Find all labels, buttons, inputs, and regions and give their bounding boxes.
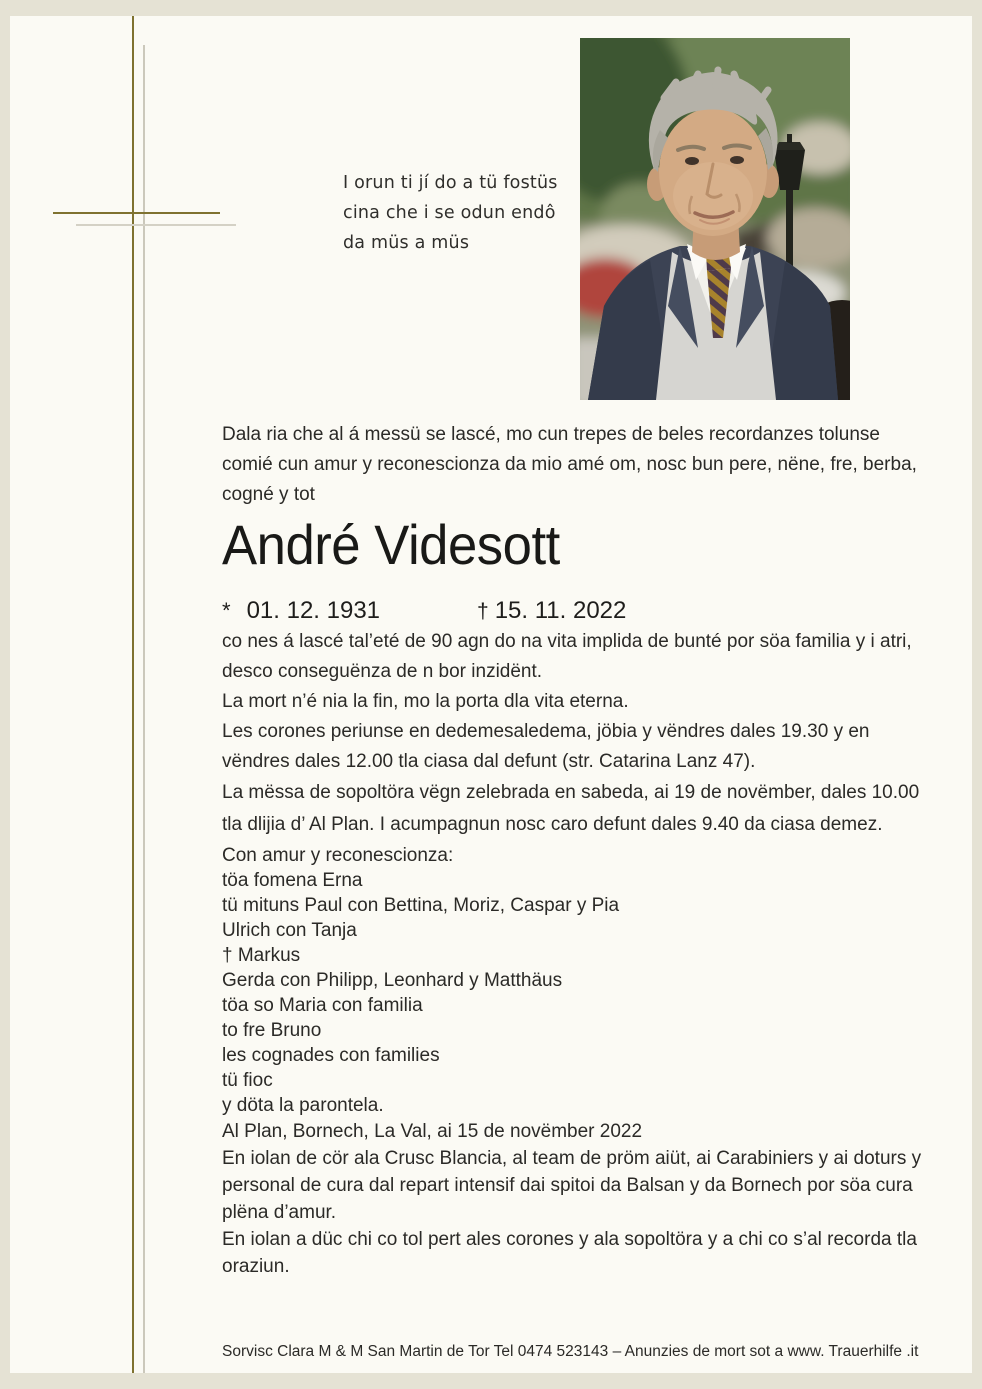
birth-date: 01. 12. 1931 — [246, 597, 381, 624]
intro-text: Dala ria che al á messü se lascé, mo cun trepes de beles recordanzes tolunse comié cun amur y reconescionza da mio amé om, nosc bun pere, nëne, fre, berba, cogné y tot — [222, 424, 917, 505]
faith-paragraph: La mort n’é nia la fin, mo la porta dla vita eterna. — [222, 691, 629, 712]
family-member: tü fioc — [222, 1070, 273, 1091]
family-member: les cognades con families — [222, 1045, 440, 1066]
family-member: tü mituns Paul con Bettina, Moriz, Caspar y Pia — [222, 895, 620, 916]
death-date-group — [477, 596, 626, 627]
family-member: y döta la parontela. — [222, 1095, 384, 1116]
obituary-content — [222, 420, 927, 1280]
deceased-name: André Videsott — [222, 513, 560, 576]
portrait-photo — [580, 38, 850, 400]
family-member: Gerda con Philipp, Leonhard y Matthäus — [222, 970, 563, 991]
cross-vertical-line-primary — [132, 16, 134, 1373]
cross-vertical-line-secondary — [143, 45, 145, 1373]
family-member: töa so Maria con familia — [222, 995, 423, 1016]
rosary-paragraph: Les corones periunse en dedemesaledema, jöbia y vëndres dales 19.30 y en vëndres dales 12.00 tla ciasa dal defunt (str. Catarina Lanz 47). — [222, 721, 870, 772]
birth-symbol: * — [222, 598, 231, 623]
life-dates — [222, 596, 927, 627]
quote-line: cina che i se odun endô — [343, 203, 556, 223]
quote-line: da müs a müs — [343, 233, 470, 253]
memorial-quote — [343, 168, 558, 258]
death-date: 15. 11. 2022 — [494, 597, 627, 624]
family-member: töa fomena Erna — [222, 870, 363, 891]
cross-horizontal-line-secondary — [76, 224, 236, 226]
family-member: † Markus — [222, 945, 301, 966]
cross-horizontal-line-primary — [53, 212, 220, 214]
quote-line: I orun ti jí do a tü fostüs — [343, 173, 558, 193]
thanks-paragraph-1: En iolan de cör ala Crusc Blancia, al team de pröm aiüt, ai Carabiniers y ai doturs y personal de cura dal repart intensif dai spitoi da Balsan y da Bornech por söa cura plëna d’amur. — [222, 1148, 922, 1223]
death-symbol: † — [477, 600, 489, 623]
place-date-line: Al Plan, Bornech, La Val, ai 15 de novëmber 2022 — [222, 1121, 643, 1142]
family-member: to fre Bruno — [222, 1020, 322, 1041]
footer-service-line: Sorvisc Clara M & M San Martin de Tor Tel 0474 523143 – Anunzies de mort sot a www. Trauerhilfe .it — [222, 1343, 919, 1360]
family-heading: Con amur y reconescionza: — [222, 845, 454, 866]
funeral-paragraph: La mëssa de sopoltöra vëgn zelebrada en sabeda, ai 19 de novëmber, dales 10.00 tla dlijia d’ Al Plan. I acumpagnun nosc caro defunt dales 9.40 da ciasa demez. — [222, 782, 920, 835]
family-list — [222, 843, 927, 1118]
age-paragraph: co nes á lascé tal’eté de 90 agn do na vita implida de bunté por söa familia y i atri, desco conseguënza de n bor inzidënt. — [222, 631, 912, 682]
family-member: Ulrich con Tanja — [222, 920, 357, 941]
thanks-paragraph-2: En iolan a düc chi co tol pert ales corones y ala sopoltöra y a chi co s’al recorda tla oraziun. — [222, 1229, 917, 1277]
